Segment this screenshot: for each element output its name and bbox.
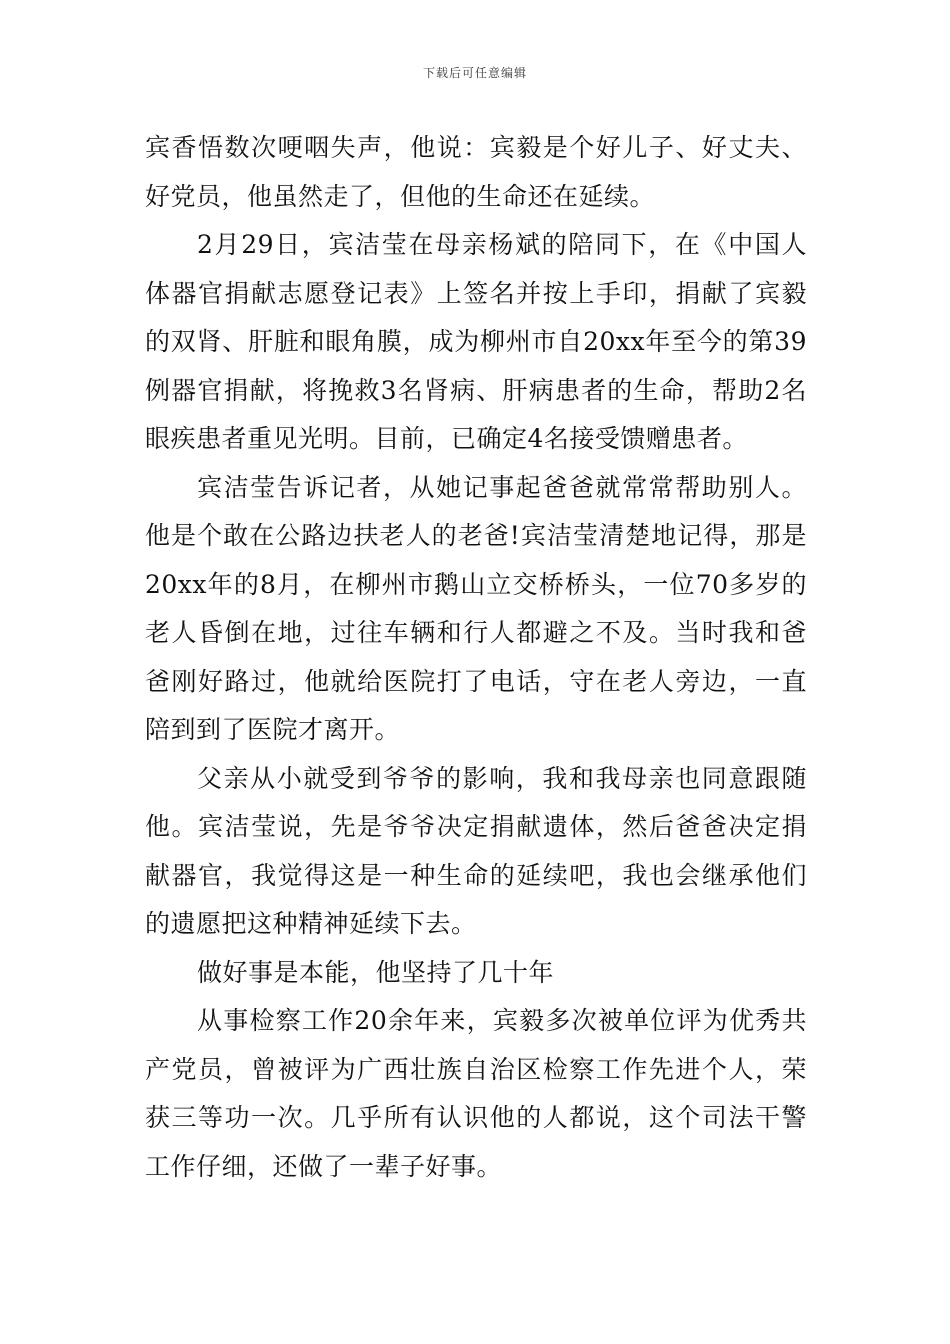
paragraph-helping-others: 宾洁莹告诉记者，从她记事起爸爸就常常帮助别人。他是个敢在公路边扶老人的老爸!宾洁莹清楚地记得，那是20xx年的8月，在柳州市鹅山立交桥桥头，一位70多岁的老人昏倒在地，过往车辆和行人都避之不及。当时我和爸爸刚好路过，他就给医院打了电话，守在老人旁边，一直陪到到了医院才离开。 [145,472,807,744]
paragraph-family-influence: 父亲从小就受到爷爷的影响，我和我母亲也同意跟随他。宾洁莹说，先是爷爷决定捐献遗体，然后爸爸决定捐献器官，我觉得这是一种生命的延续吧，我也会继承他们的遗愿把这种精神延续下去。 [145,763,807,938]
paragraph-career: 从事检察工作20余年来，宾毅多次被单位评为优秀共产党员，曾被评为广西壮族自治区检察工作先进个人，荣获三等功一次。几乎所有认识他的人都说，这个司法干警工作仔细，还做了一辈子好事。 [145,1006,807,1181]
document-body [145,124,807,1191]
page-header: 下载后可任意编辑 [422,66,527,80]
section-subheading: 做好事是本能，他坚持了几十年 [197,957,555,987]
paragraph-organ-donation: 2月29日，宾洁莹在母亲杨斌的陪同下，在《中国人体器官捐献志愿登记表》上签名并按上手印，捐献了宾毅的双肾、肝脏和眼角膜，成为柳州市自20xx年至今的第39例器官捐献，将挽救3名肾病、肝病患者的生命，帮助2名眼疾患者重见光明。目前，已确定4名接受馈赠患者。 [145,230,807,453]
paragraph-continuation: 宾香悟数次哽咽失声，他说：宾毅是个好儿子、好丈夫、好党员，他虽然走了，但他的生命还在延续。 [145,133,807,211]
